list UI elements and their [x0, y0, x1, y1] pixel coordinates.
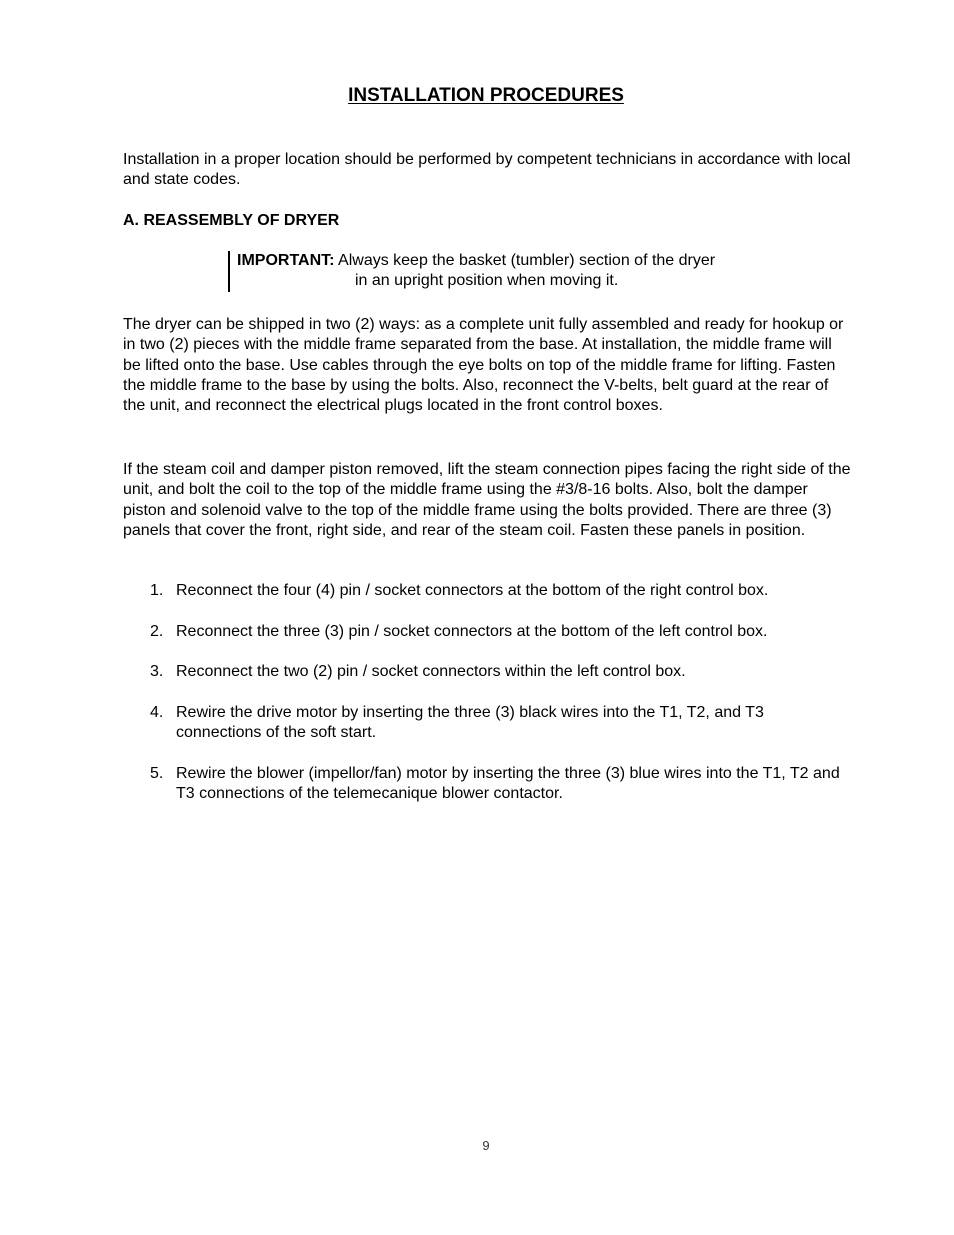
steps-list — [123, 581, 853, 825]
important-line-2: in an upright position when moving it. — [355, 272, 619, 290]
body-paragraph: The dryer can be shipped in two (2) ways: as a complete unit fully assembled and ready for hookup or in two (2) pieces with the middle frame separated from the base. At installation, the middle frame will be lifted onto the base. Use cables through the eye bolts on top of the middle frame for lifting. Fasten the middle frame to the base by using the bolts. Also, reconnect the V-belts, belt guard at the rear of the unit, and reconnect the electrical plugs located in the front control boxes. — [123, 316, 844, 415]
body-paragraph: If the steam coil and damper piston removed, lift the steam connection pipes facing the right side of the unit, and bolt the coil to the top of the middle frame using the #3/8-16 bolts. Also, bolt the damper piston and solenoid valve to the top of the middle frame using the bolts provided. There are three (3) panels that cover the front, right side, and rear of the steam coil. Fasten these panels in position. — [123, 461, 851, 539]
important-line-1: Always keep the basket (tumbler) section of the dryer — [334, 252, 716, 269]
step-text: Reconnect the three (3) pin / socket connectors at the bottom of the left control box. — [176, 622, 768, 640]
list-item — [123, 662, 853, 682]
step-number: 2. — [150, 622, 164, 640]
step-text: Reconnect the two (2) pin / socket connectors within the left control box. — [176, 663, 686, 681]
important-note — [228, 251, 797, 292]
step-text: Rewire the drive motor by inserting the three (3) black wires into the T1, T2, and T3 connections of the soft start. — [176, 703, 764, 742]
intro-paragraph: Installation in a proper location should be performed by competent technicians in accordance with local and state codes. — [123, 151, 851, 189]
page-title: INSTALLATION PROCEDURES — [348, 85, 624, 106]
step-number: 3. — [150, 663, 164, 681]
step-number: 1. — [150, 582, 164, 599]
page-number: 9 — [482, 1138, 490, 1153]
list-item — [123, 703, 853, 744]
list-item — [123, 581, 853, 601]
list-item — [123, 764, 853, 805]
step-text: Reconnect the four (4) pin / socket connectors at the bottom of the right control box. — [176, 582, 769, 599]
list-item — [123, 622, 853, 642]
step-number: 5. — [150, 764, 164, 782]
important-label: IMPORTANT: — [237, 252, 335, 269]
step-number: 4. — [150, 703, 164, 721]
section-heading: A. REASSEMBLY OF DRYER — [123, 212, 340, 229]
step-text: Rewire the blower (impellor/fan) motor by inserting the three (3) blue wires into the T1, T2 and T3 connections of the telemecanique blower contactor. — [176, 764, 840, 802]
